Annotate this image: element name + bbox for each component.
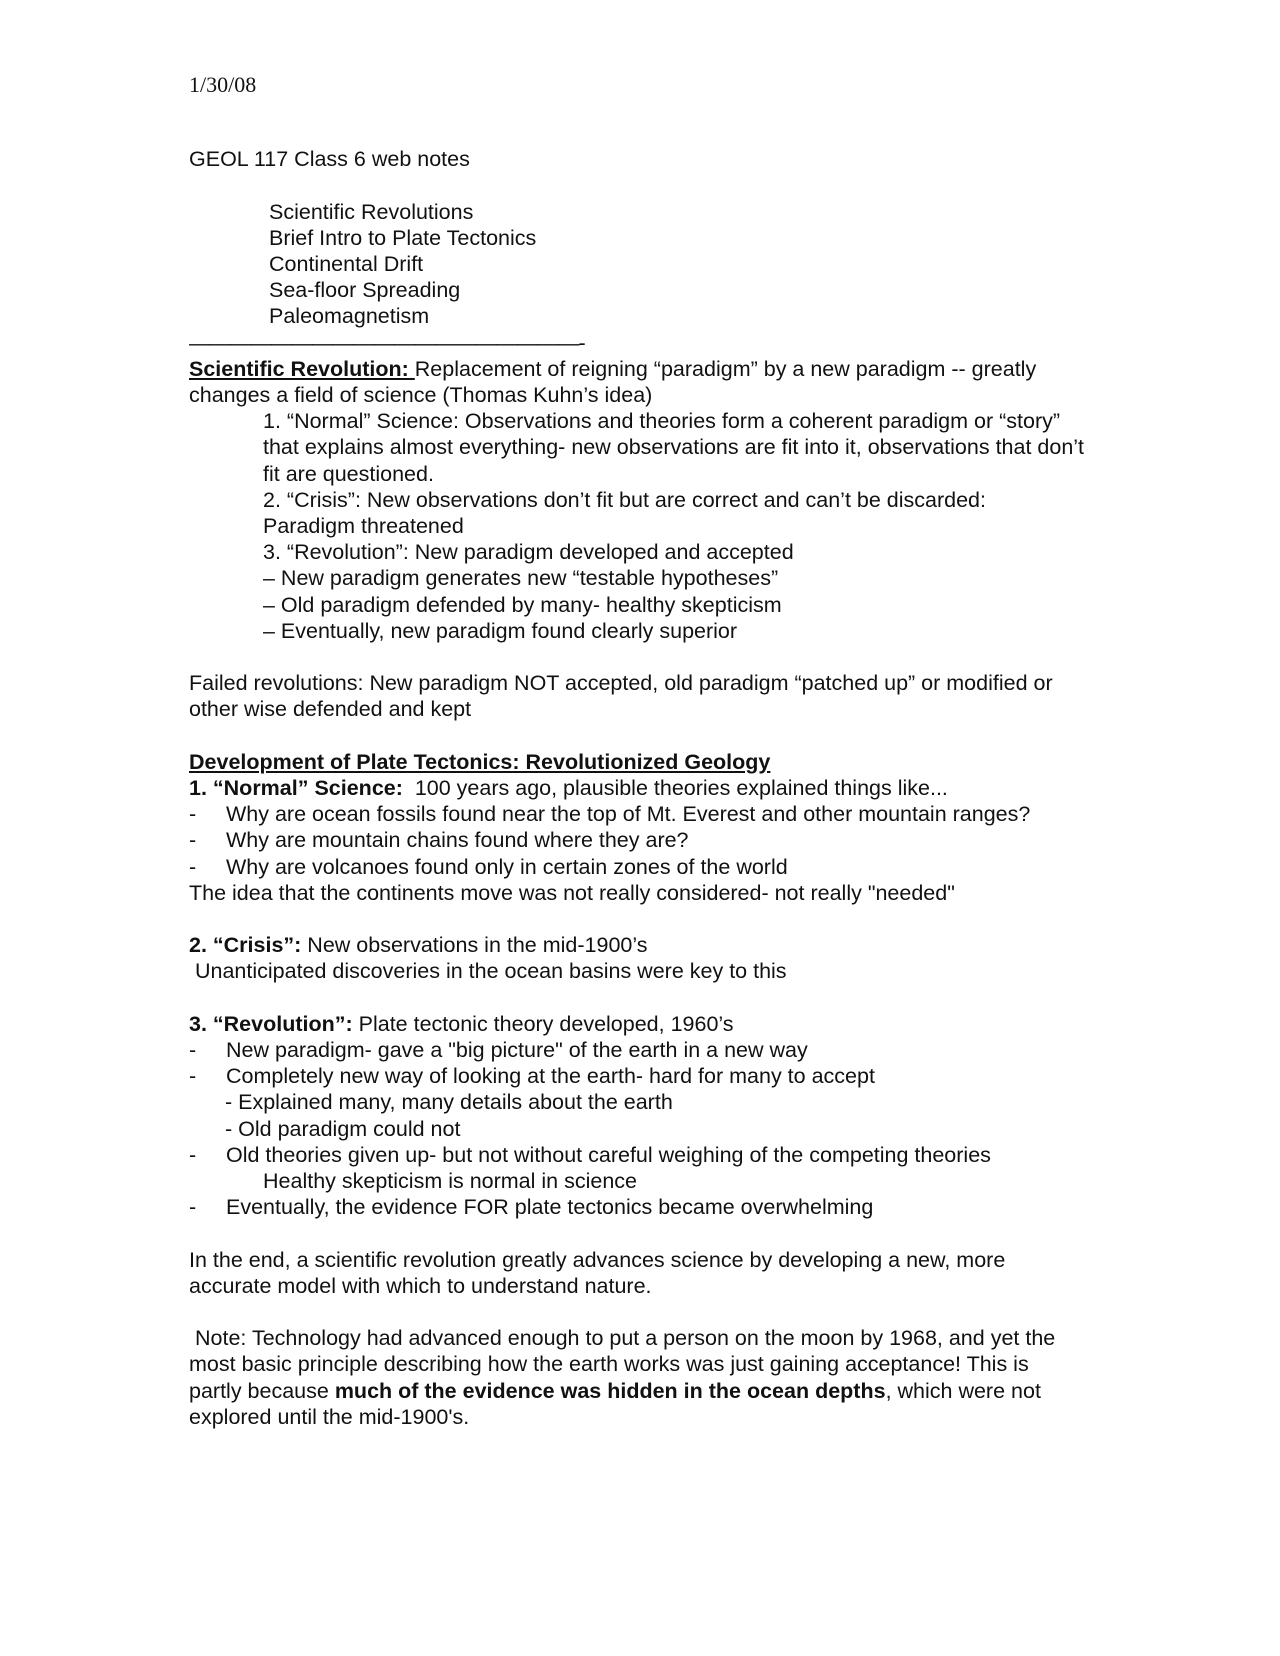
horizontal-rule: ———————————————————- [189,330,585,355]
topic-item: Sea-floor Spreading [269,278,461,303]
plate-rev-subitem: - Old paradigm could not [225,1116,461,1141]
failed-revolutions: Failed revolutions: New paradigm NOT accepted, old paradigm “patched up” or modified or other wise defended and kept [189,671,1053,722]
sci-rev-point: – New paradigm generates new “testable hypotheses” [263,566,779,591]
document-page [189,72,1189,1430]
plate-normal-item [189,854,1189,880]
bullet-dash: - [189,1195,197,1220]
bullet-dash: - [189,1038,197,1063]
bullet-dash: - [189,802,197,827]
spacer [189,1299,1189,1325]
plate-rev-item-text: Eventually, the evidence FOR plate tectonics became overwhelming [226,1195,874,1220]
spacer [189,906,1189,932]
plate-heading: Development of Plate Tectonics: Revolutionized Geology [189,749,771,774]
bullet-dash: - [189,828,197,853]
plate-normal-note: The idea that the continents move was not really considered- not really "needed" [189,880,955,905]
sci-rev-crisis: 2. “Crisis”: New observations don’t fit but are correct and can’t be discarded: Paradigm threatened [263,487,986,539]
sci-rev-point: – Eventually, new paradigm found clearly superior [263,618,738,643]
bullet-dash: - [189,1142,197,1167]
topic-item: Continental Drift [269,252,424,276]
plate-rev-label: 3. “Revolution”: [189,1011,353,1036]
topic-list [189,199,1189,330]
plate-normal-item-text: Why are ocean fossils found near the top of Mt. Everest and other mountain ranges? [226,802,1031,827]
sci-rev-revolution: 3. “Revolution”: New paradigm developed and accepted [263,540,794,565]
note-text-end: , which were not explored until the mid-1900's. [189,1378,1041,1429]
plate-crisis-text: New observations in the mid-1900’s [301,933,648,958]
topic-item: Brief Intro to Plate Tectonics [269,225,537,250]
plate-normal [189,775,1189,801]
plate-rev-subitem: - Explained many, many details about the earth [225,1090,673,1115]
plate-normal-label: 1. “Normal” Science: [189,776,403,801]
spacer [189,172,1189,198]
note-paragraph [189,1325,1069,1430]
plate-crisis-label: 2. “Crisis”: [189,933,302,958]
plate-crisis [189,932,1189,958]
plate-normal-item [189,801,1189,827]
plate-normal-item [189,827,1189,853]
bullet-dash: - [189,854,197,879]
document-date: 1/30/08 [189,72,257,97]
topic-item: Scientific Revolutions [269,199,474,224]
spacer [189,723,1189,749]
plate-rev-item-note: Healthy skepticism is normal in science [263,1169,637,1194]
note-text: Note: Technology had advanced enough to put a person on the moon by 1968, and yet the most basic principle describing how the earth works was just gaining acceptance! This is partly because [189,1326,1062,1403]
plate-rev-item-text: Old theories given up- but not without careful weighing of the competing theories [226,1142,991,1167]
plate-rev-item [189,1194,1189,1220]
bullet-dash: - [189,1064,197,1089]
plate-rev-item [189,1063,1189,1089]
document-title: GEOL 117 Class 6 web notes [189,147,470,172]
conclusion-paragraph: In the end, a scientific revolution greatly advances science by developing a new, more accurate model with which to understand nature. [189,1247,1006,1298]
sci-rev-heading: Scientific Revolution: [189,356,415,381]
sci-rev-point: – Old paradigm defended by many- healthy skepticism [263,592,782,617]
plate-normal-text: 100 years ago, plausible theories explained things like... [402,776,948,801]
spacer [189,1220,1189,1246]
spacer [189,985,1189,1011]
sci-rev-paragraph [189,356,1069,408]
plate-normal-item-text: Why are volcanoes found only in certain zones of the world [226,854,788,879]
plate-rev-item [189,1037,1189,1063]
plate-rev-item [189,1142,1189,1168]
topic-item: Paleomagnetism [269,304,430,329]
plate-normal-item-text: Why are mountain chains found where they are? [226,828,689,853]
plate-rev-item-text: New paradigm- gave a "big picture" of the earth in a new way [226,1038,808,1063]
sci-rev-intro: Replacement of reigning “paradigm” by a new paradigm -- greatly changes a field of science (Thomas Kuhn’s idea) [189,356,1037,408]
note-bold-text: much of the evidence was hidden in the ocean depths [334,1378,886,1403]
plate-revolution [189,1011,1189,1037]
spacer [189,644,1189,670]
plate-crisis-note: Unanticipated discoveries in the ocean basins were key to this [189,959,787,984]
plate-rev-item-text: Completely new way of looking at the earth- hard for many to accept [226,1064,875,1089]
plate-rev-text: Plate tectonic theory developed, 1960’s [352,1011,734,1036]
sci-rev-normal: 1. “Normal” Science: Observations and theories form a coherent paradigm or “story” that explains almost everything- new observations are fit into it, observations that don’t fit are questioned. [263,409,1085,486]
